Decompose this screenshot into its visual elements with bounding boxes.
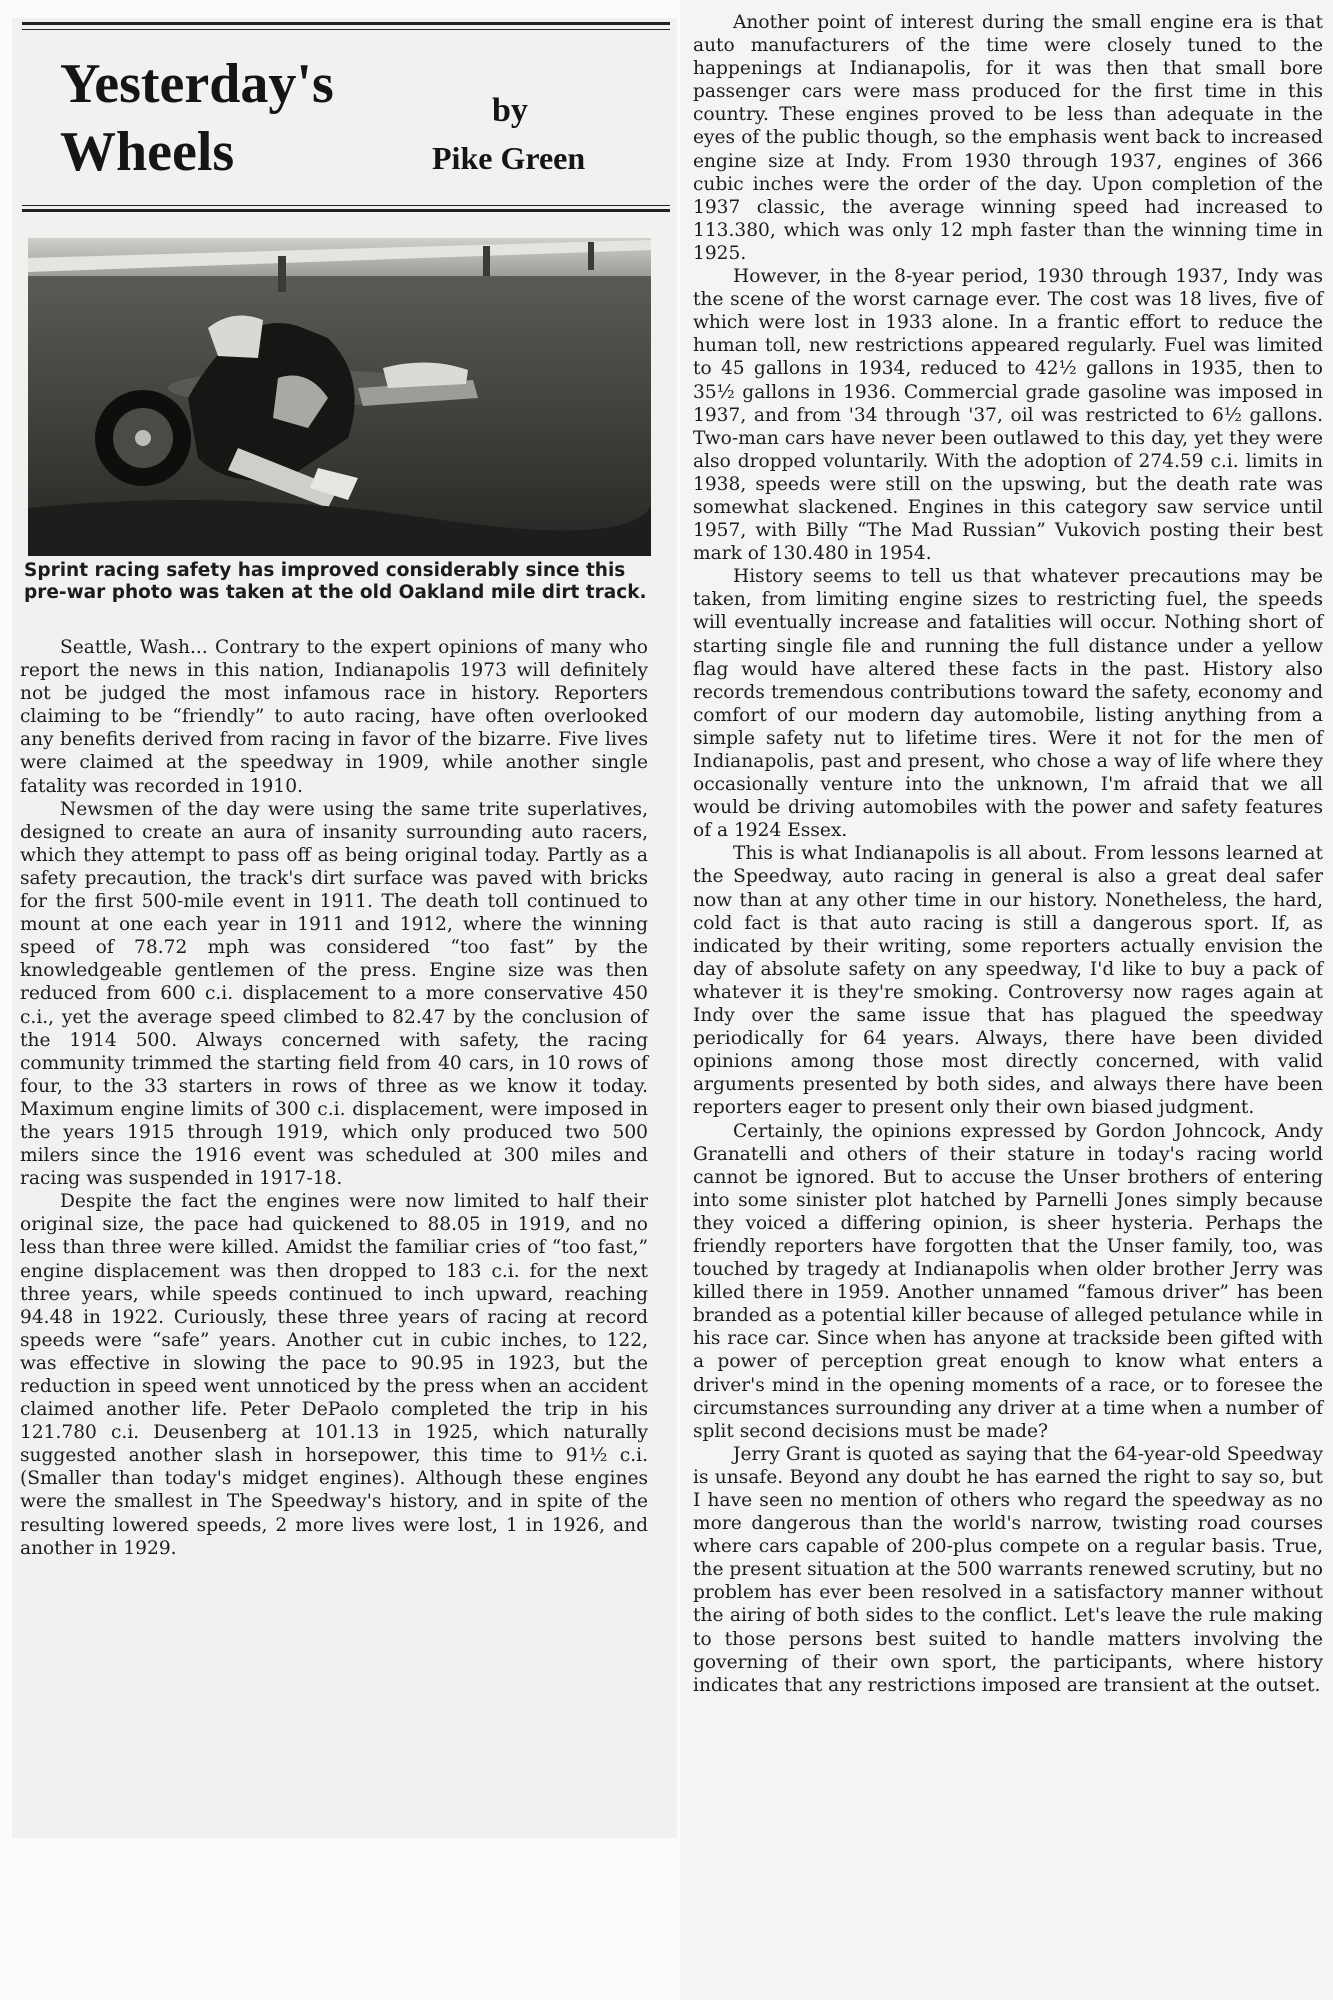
masthead-bottom-rule-thin: [22, 205, 670, 206]
article-paragraph: Despite the fact the engines were now limited to half their original size, the pace had quickened to 88.05 in 1919, and no less than three were killed. Amidst the familiar cries of “too fast,” engine displacement was then dropped to 183 c.i. for the next three years, while speeds continued to inch upward, reaching 94.48 in 1922. Curiously, these three years of racing at record speeds were “safe” years. Another cut in cubic inches, to 122, was effective in slowing the pace to 90.95 in 1923, but the reduction in speed went unnoticed by the press when an accident claimed another life. Peter DePaolo completed the trip in his 121.780 c.i. Deusenberg at 101.13 in 1925, which naturally suggested another slash in horsepower, this time to 91½ c.i. (Smaller than today's midget engines). Although these engines were the smallest in The Speedway's history, and in spite of the resulting lowered speeds, 2 more lives were lost, 1 in 1926, and another in 1929.: [20, 1191, 648, 1559]
byline-author: Pike Green: [432, 140, 586, 176]
article-paragraph: Certainly, the opinions expressed by Gordon Johncock, Andy Granatelli and others of their stature in today's racing world cannot be ignored. But to accuse the Unser brothers of entering into some sinister plot hatched by Parnelli Jones simply because they voiced a differing opinion, is sheer hysteria. Perhaps the friendly reporters have forgotten that the Unser family, too, was touched by tragedy at Indianapolis when older brother Jerry was killed there in 1959. Another unnamed “famous driver” has been branded as a potential killer because of alleged petulance while in his race car. Since when has anyone at trackside been gifted with a power of perception great enough to know what enters a driver's mind in the opening moments of a race, or to foresee the circumstances surrounding any driver at a time when a number of split second decisions must be made?: [693, 1120, 1323, 1442]
column-title: Yesterday's Wheels: [60, 53, 334, 183]
article-paragraph: History seems to tell us that whatever precautions may be taken, from limiting engine sizes to restricting fuel, the speeds will eventually increase and fatalities will occur. Nothing short of starting single file and running the full distance under a yellow flag would have altered these facts in the past. History also records tremendous contributions toward the safety, economy and comfort of our modern day automobile, listing anything from a simple safety nut to lifetime tires. Were it not for the men of Indianapolis, past and present, who chose a way of life where they occasionally venture into the unknown, I'm afraid that we all would be driving automobiles with the power and safety features of a 1924 Essex.: [693, 566, 1323, 842]
photo-caption: Sprint racing safety has improved considerably since this pre-war photo was taken at the old Oakland mile dirt track.: [24, 560, 647, 603]
article-paragraph: However, in the 8-year period, 1930 through 1937, Indy was the scene of the worst carnage ever. The cost was 18 lives, five of which were lost in 1933 alone. In a frantic effort to reduce the human toll, new restrictions appeared regularly. Fuel was limited to 45 gallons in 1934, reduced to 42½ gallons in 1935, then to 35½ gallons in 1936. Commercial grade gasoline was imposed in 1937, and from '34 through '37, oil was restricted to 6½ gallons. Two-man cars have never been outlawed to this day, yet they were also dropped voluntarily. With the adoption of 274.59 c.i. limits in 1938, speeds were still on the upswing, but the death rate was somewhat slackened. Engines in this category saw service until 1957, with Billy “The Mad Russian” Vukovich posting their best mark of 130.480 in 1954.: [693, 266, 1323, 565]
article-paragraph: This is what Indianapolis is all about. From lessons learned at the Speedway, auto racing in general is also a great deal safer now than at any other time in our history. Nonetheless, the hard, cold fact is that auto racing is still a dangerous sport. If, as indicated by their writing, some reporters actually envision the day of absolute safety on any speedway, I'd like to buy a pack of whatever it is they're smoking. Controversy now rages again at Indy over the same issue that has plagued the speedway periodically for 64 years. Always, there have been divided opinions among those most directly concerned, with valid arguments presented by both sides, and always there have been reporters eager to present only their own biased judgment.: [693, 843, 1323, 1119]
masthead-top-rule: [22, 22, 670, 25]
article-paragraph: Jerry Grant is quoted as saying that the 64-year-old Speedway is unsafe. Beyond any doubt he has earned the right to say so, but I have seen no mention of others who regard the speedway as no more dangerous than the world's narrow, twisting road courses where cars capable of 200-plus compete on a regular basis. True, the present situation at the 500 warrants renewed scrutiny, but no problem has ever been resolved in a satisfactory manner without the airing of both sides to the conflict. Let's leave the rule making to those persons best suited to handle matters involving the governing of their own sport, the participants, where history indicates that any restrictions imposed are transient at the outset.: [693, 1443, 1323, 1696]
article-right-column: [693, 11, 1323, 1697]
masthead: [22, 22, 670, 210]
article-left-column: [20, 636, 648, 1560]
masthead-bottom-rule: [22, 209, 670, 212]
article-paragraph: Newsmen of the day were using the same trite superlatives, designed to create an aura of insanity surrounding auto racers, which they attempt to pass off as being original today. Partly as a safety precaution, the track's dirt surface was paved with bricks for the first 500-mile event in 1911. The death toll continued to mount at one each year in 1911 and 1912, where the winning speed of 78.72 mph was considered “too fast” by the knowledgeable gentlemen of the press. Engine size was then reduced from 600 c.i. displacement to a more conservative 450 c.i., yet the average speed climbed to 82.47 by the conclusion of the 1914 500. Always concerned with safety, the racing community trimmed the starting field from 40 cars, in 10 rows of four, to the 33 starters in rows of three as we know it today. Maximum engine limits of 300 c.i. displacement, were imposed in the years 1915 through 1919, which only produced two 500 milers since the 1916 event was scheduled at 300 miles and racing was suspended in 1917-18.: [20, 798, 648, 1190]
article-paragraph: Seattle, Wash... Contrary to the expert opinions of many who report the news in this nation, Indianapolis 1973 will definitely not be judged the most infamous race in history. Reporters claiming to be “friendly” to auto racing, have often overlooked any benefits derived from racing in favor of the bizarre. Five lives were claimed at the speedway in 1909, while another single fatality was recorded in 1910.: [20, 637, 648, 797]
race-crash-photo: [28, 238, 651, 556]
byline-by: by: [492, 92, 528, 129]
masthead-top-rule-thin: [22, 29, 670, 30]
wrecked-sprint-car-image: [28, 238, 651, 556]
article-paragraph: Another point of interest during the small engine era is that auto manufacturers of the time were closely tuned to the happenings at Indianapolis, for it was then that small bore passenger cars were mass produced for the first time in this country. These engines proved to be less than adequate in the eyes of the public though, so the emphasis went back to increased engine size at Indy. From 1930 through 1937, engines of 366 cubic inches were the order of the day. Upon completion of the 1937 classic, the average winning speed had increased to 113.380, which was only 12 mph faster than the winning time in 1925.: [693, 12, 1323, 264]
